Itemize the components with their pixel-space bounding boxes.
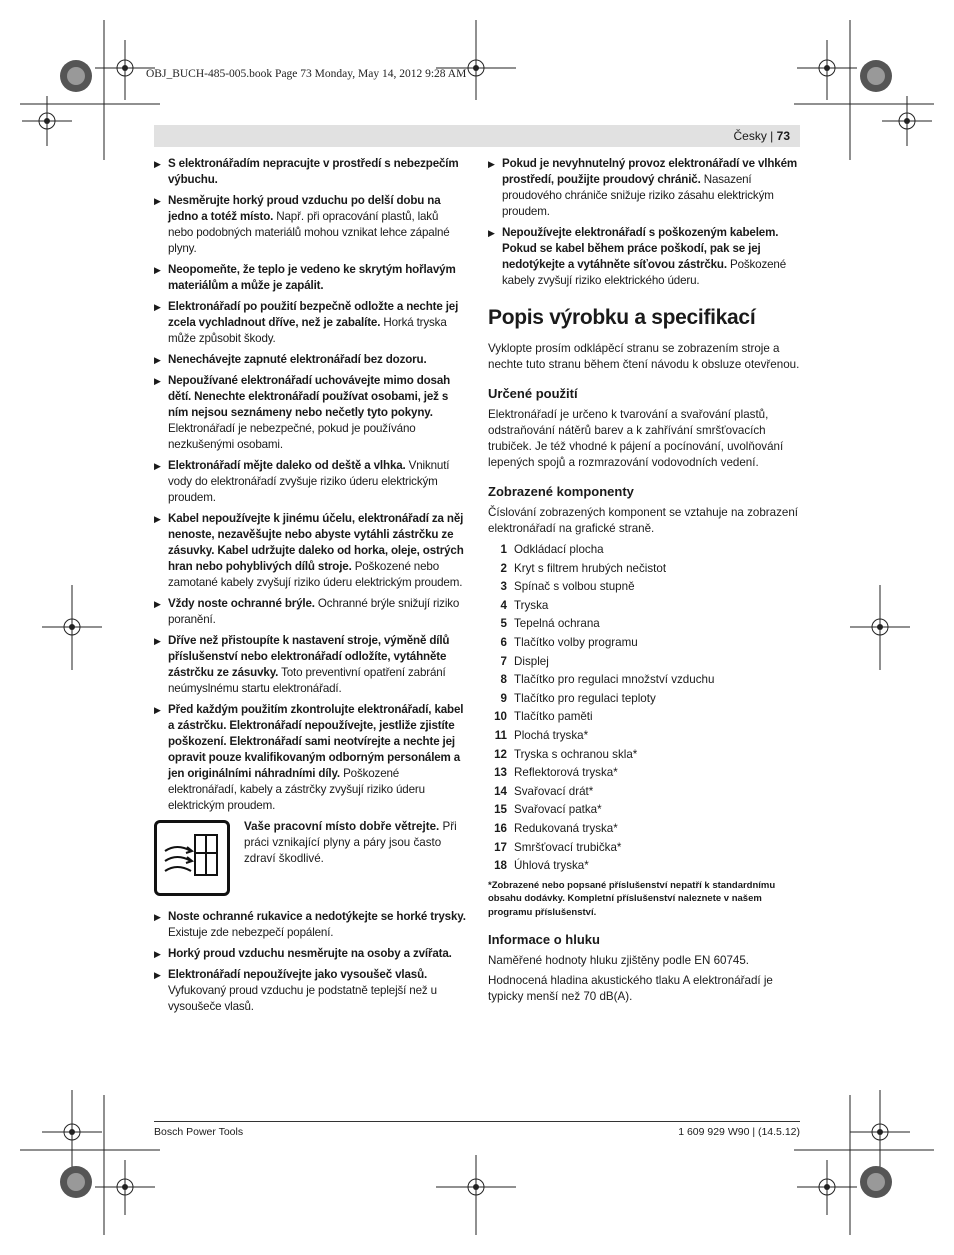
bullet-item xyxy=(488,225,800,289)
component-number: 10 xyxy=(494,710,507,724)
bullet-bold-text: S elektronářadím nepracujte v prostředí s nebezpečím výbuchu. xyxy=(168,157,459,186)
component-number: 1 xyxy=(500,543,507,556)
bullet-arrow-icon: ▶ xyxy=(154,159,161,169)
bullet-arrow-icon: ▶ xyxy=(154,636,161,646)
footer-rule xyxy=(154,1121,800,1122)
components-intro: Číslování zobrazených komponent se vztahuje na zobrazení elektronářadí na grafické straně. xyxy=(488,506,798,535)
bullet-item xyxy=(154,633,466,697)
bullet-item xyxy=(154,299,466,347)
ventilation-bold: Vaše pracovní místo dobře větrejte. xyxy=(244,820,440,833)
component-number: 15 xyxy=(494,803,507,817)
component-item xyxy=(488,671,800,690)
bullet-item xyxy=(154,262,466,294)
component-item xyxy=(488,578,800,597)
component-label: Kryt s filtrem hrubých nečistot xyxy=(514,561,667,575)
component-number: 7 xyxy=(500,654,507,668)
bullet-bold-text: Kabel nepoužívejte k jinému účelu, elektronářadí za něj nenoste, nezavěšujte nebo abyste vytáhli zástrčku ze zásuvky. Kabel udržujte daleko od horka, oleje, ostrých hran nebo pohyblivých dílů stroje. xyxy=(168,512,464,573)
header-separator: | xyxy=(766,129,777,143)
noise-text-2: Hodnocená hladina akustického tlaku A elektronářadí je typicky menší než 70 dB(A). xyxy=(488,974,773,1004)
bullet-item xyxy=(154,458,466,506)
left-column xyxy=(154,156,466,1020)
safety-list xyxy=(154,156,466,814)
header-page-number: 73 xyxy=(776,129,790,143)
bullet-arrow-icon: ▶ xyxy=(154,265,161,275)
bullet-body-text: Poškozené kabely zvyšují riziko elektrického úderu. xyxy=(502,258,787,287)
bullet-arrow-icon: ▶ xyxy=(488,228,495,238)
component-item xyxy=(488,560,800,579)
bullet-item xyxy=(154,193,466,257)
bullet-arrow-icon: ▶ xyxy=(154,302,161,312)
bullet-item xyxy=(154,511,466,591)
bullet-arrow-icon: ▶ xyxy=(154,970,161,980)
component-item xyxy=(488,597,800,616)
bullet-bold-text: Elektronářadí po použití bezpečně odložte a nechte jej zcela vychladnout dříve, než je zabalíte. xyxy=(168,300,459,329)
bullet-item xyxy=(154,967,466,1015)
footer-doc-number: 1 609 929 W90 | (14.5.12) xyxy=(678,1126,800,1138)
component-label: Spínač s volbou stupně xyxy=(514,580,635,594)
intended-use-heading: Určené použití xyxy=(488,386,578,401)
component-number: 2 xyxy=(500,561,507,575)
component-item xyxy=(488,820,800,839)
section-intro: Vyklopte prosím odklápěcí stranu se zobrazením stroje a nechte tuto stranu během čtení návodu k obsluze otevřenou. xyxy=(488,342,800,371)
component-label: Redukovaná tryska* xyxy=(514,821,618,835)
section-title: Popis výrobku a specifikací xyxy=(488,306,756,329)
footer-brand: Bosch Power Tools xyxy=(154,1126,244,1138)
bullet-bold-text: Neopomeňte, že teplo je vedeno ke skrytým hořlavým materiálům a může je zapálit. xyxy=(168,263,456,292)
component-label: Tlačítko pro regulaci množství vzduchu xyxy=(514,673,715,687)
bullet-arrow-icon: ▶ xyxy=(154,376,161,386)
bullet-arrow-icon: ▶ xyxy=(154,705,161,715)
bullet-body-text: Elektronářadí je nebezpečné, pokud je používáno nezkušenými osobami. xyxy=(168,422,416,451)
bullet-body-text: Nasazení proudového chrániče snižuje riziko zásahu elektrickým proudem. xyxy=(502,173,774,218)
component-number: 12 xyxy=(494,747,507,761)
bullet-item xyxy=(154,373,466,453)
bullet-bold-text: Před každým použitím zkontrolujte elektronářadí, kabel a zástrčku. Elektronářadí nepoužívejte, jestliže zjistíte poškození. Elektronářadí sami neotvírejte a nechte jej opravit pouze kvalifikovaným odborným personálem a jen originálními náhradními díly. xyxy=(168,703,464,780)
component-label: Tryska s ochranou skla* xyxy=(514,747,638,761)
page-header xyxy=(154,125,800,147)
bullet-bold-text: Nenechávejte zapnuté elektronářadí bez dozoru. xyxy=(168,353,427,366)
ventilation-warning xyxy=(154,819,466,901)
component-item xyxy=(488,857,800,876)
bullet-bold-text: Horký proud vzduchu nesměrujte na osoby a zvířata. xyxy=(168,947,452,960)
component-item xyxy=(488,783,800,802)
component-number: 18 xyxy=(494,859,507,873)
component-label: Displej xyxy=(514,654,549,668)
component-label: Tepelná ochrana xyxy=(514,617,600,631)
bullet-bold-text: Pokud je nevyhnutelný provoz elektronářadí ve vlhkém prostředí, použijte proudový chránič. xyxy=(502,157,798,186)
bullet-arrow-icon: ▶ xyxy=(154,912,161,922)
bullet-arrow-icon: ▶ xyxy=(154,514,161,524)
component-item xyxy=(488,634,800,653)
component-item xyxy=(488,764,800,783)
bullet-body-text: Poškozené elektronářadí, kabely a zástrčky zvyšují riziko úderu elektrickým proudem. xyxy=(168,767,425,812)
component-number: 17 xyxy=(494,840,507,854)
component-number: 6 xyxy=(500,635,507,649)
component-number: 5 xyxy=(500,617,507,631)
component-item xyxy=(488,541,800,560)
ventilation-body: Při práci vznikající plyny a páry jsou často zdraví škodlivé. xyxy=(244,820,457,865)
bullet-arrow-icon: ▶ xyxy=(154,355,161,365)
bullet-bold-text: Nepoužívané elektronářadí uchovávejte mimo dosah dětí. Nenechte elektronářadí používat osobami, jež s ním nejsou seznámeny nebo nečetly tyto pokyny. xyxy=(168,374,451,419)
right-column xyxy=(488,156,800,1009)
component-label: Tlačítko paměti xyxy=(514,710,593,724)
component-item xyxy=(488,690,800,709)
bullet-body-text: Existuje zde nebezpečí popálení. xyxy=(168,926,334,939)
component-item xyxy=(488,801,800,820)
component-label: Odkládací plocha xyxy=(514,543,604,556)
bullet-bold-text: Elektronářadí nepoužívejte jako vysoušeč vlasů. xyxy=(168,968,428,981)
window-ventilation-icon xyxy=(154,820,230,896)
bullet-item xyxy=(154,352,466,368)
safety-list-right xyxy=(488,156,800,289)
header-language: Česky xyxy=(733,129,767,143)
bullet-item xyxy=(154,156,466,188)
bullet-item xyxy=(154,702,466,814)
component-number: 11 xyxy=(494,728,507,742)
bullet-bold-text: Nepoužívejte elektronářadí s poškozeným kabelem. Pokud se kabel během práce poškodí, pak se jej nedotýkejte a vytáhněte síťovou zástrčku. xyxy=(502,226,779,271)
components-list xyxy=(488,541,800,876)
accessories-note: *Zobrazené nebo popsané příslušenství nepatří k standardnímu obsahu dodávky. Kompletní příslušenství naleznete v našem programu příslušenství. xyxy=(488,879,776,918)
noise-heading: Informace o hluku xyxy=(488,932,600,948)
component-number: 8 xyxy=(500,673,507,687)
component-label: Tlačítko volby programu xyxy=(514,635,638,649)
component-label: Reflektorová tryska* xyxy=(514,766,618,780)
component-item xyxy=(488,839,800,858)
bullet-body-text: Poškozené nebo zamotané kabely zvyšují riziko úderu elektrickým proudem. xyxy=(168,560,463,589)
bullet-body-text: Ochranné brýle snižují riziko poranění. xyxy=(168,597,460,626)
safety-list-continued xyxy=(154,909,466,1015)
component-label: Tryska xyxy=(514,598,549,612)
bullet-bold-text: Vždy noste ochranné brýle. xyxy=(168,597,315,610)
component-item xyxy=(488,653,800,672)
component-number: 14 xyxy=(494,784,507,798)
bullet-item xyxy=(154,909,466,941)
bullet-body-text: Např. při opracování plastů, laků nebo podobných materiálů mohou vznikat lehce zápalné plyny. xyxy=(168,210,450,255)
ventilation-text xyxy=(244,819,466,867)
component-label: Plochá tryska* xyxy=(514,728,589,742)
print-info-line: OBJ_BUCH-485-005.book Page 73 Monday, May 14, 2012 9:28 AM xyxy=(146,68,467,80)
noise-text-1: Naměřené hodnoty hluku zjištěny podle EN 60745. xyxy=(488,954,750,968)
component-number: 16 xyxy=(494,821,507,835)
component-item xyxy=(488,727,800,746)
header-page-label xyxy=(734,129,791,143)
component-number: 13 xyxy=(494,766,507,780)
bullet-bold-text: Nesměrujte horký proud vzduchu po delší dobu na jedno a totéž místo. xyxy=(168,194,441,223)
bullet-body-text: Toto preventivní opatření zabrání neúmyslnému startu elektronářadí. xyxy=(168,666,446,695)
component-label: Smršťovací trubička* xyxy=(514,840,622,854)
bullet-arrow-icon: ▶ xyxy=(154,196,161,206)
bullet-arrow-icon: ▶ xyxy=(154,599,161,609)
bullet-bold-text: Dříve než přistoupíte k nastavení stroje, výměně dílů příslušenství nebo elektronářadí odložíte, vytáhněte zástrčku ze zásuvky. xyxy=(168,634,450,679)
component-label: Tlačítko pro regulaci teploty xyxy=(514,691,656,705)
bullet-body-text: Vyfukovaný proud vzduchu je podstatně teplejší než u vysoušeče vlasů. xyxy=(168,984,437,1013)
bullet-item xyxy=(488,156,800,220)
component-item xyxy=(488,746,800,765)
bullet-item xyxy=(154,596,466,628)
bullet-arrow-icon: ▶ xyxy=(488,159,495,169)
component-item xyxy=(488,708,800,727)
component-number: 3 xyxy=(500,580,507,594)
bullet-arrow-icon: ▶ xyxy=(154,461,161,471)
component-label: Svařovací patka* xyxy=(514,803,602,817)
bullet-item xyxy=(154,946,466,962)
bullet-bold-text: Elektronářadí mějte daleko od deště a vlhka. xyxy=(168,459,406,472)
bullet-body-text: Vniknutí vody do elektronářadí zvyšuje riziko úderu elektrickým proudem. xyxy=(168,459,450,504)
component-label: Svařovací drát* xyxy=(514,784,594,798)
bullet-arrow-icon: ▶ xyxy=(154,949,161,959)
intended-use-text: Elektronářadí je určeno k tvarování a svařování plastů, odstraňování nátěrů barev a k zahřívání smršťovacích trubiček. Je též vhodné k pájení a pocínování, uvolňování lepených spojů a rozmrazování vodovodních vedení. xyxy=(488,408,784,469)
component-number: 9 xyxy=(500,691,507,705)
component-number: 4 xyxy=(500,598,507,612)
component-label: Úhlová tryska* xyxy=(514,859,589,873)
components-heading: Zobrazené komponenty xyxy=(488,484,634,499)
bullet-bold-text: Noste ochranné rukavice a nedotýkejte se horké trysky. xyxy=(168,910,466,923)
component-item xyxy=(488,615,800,634)
bullet-body-text: Horká tryska může způsobit škody. xyxy=(168,316,447,345)
